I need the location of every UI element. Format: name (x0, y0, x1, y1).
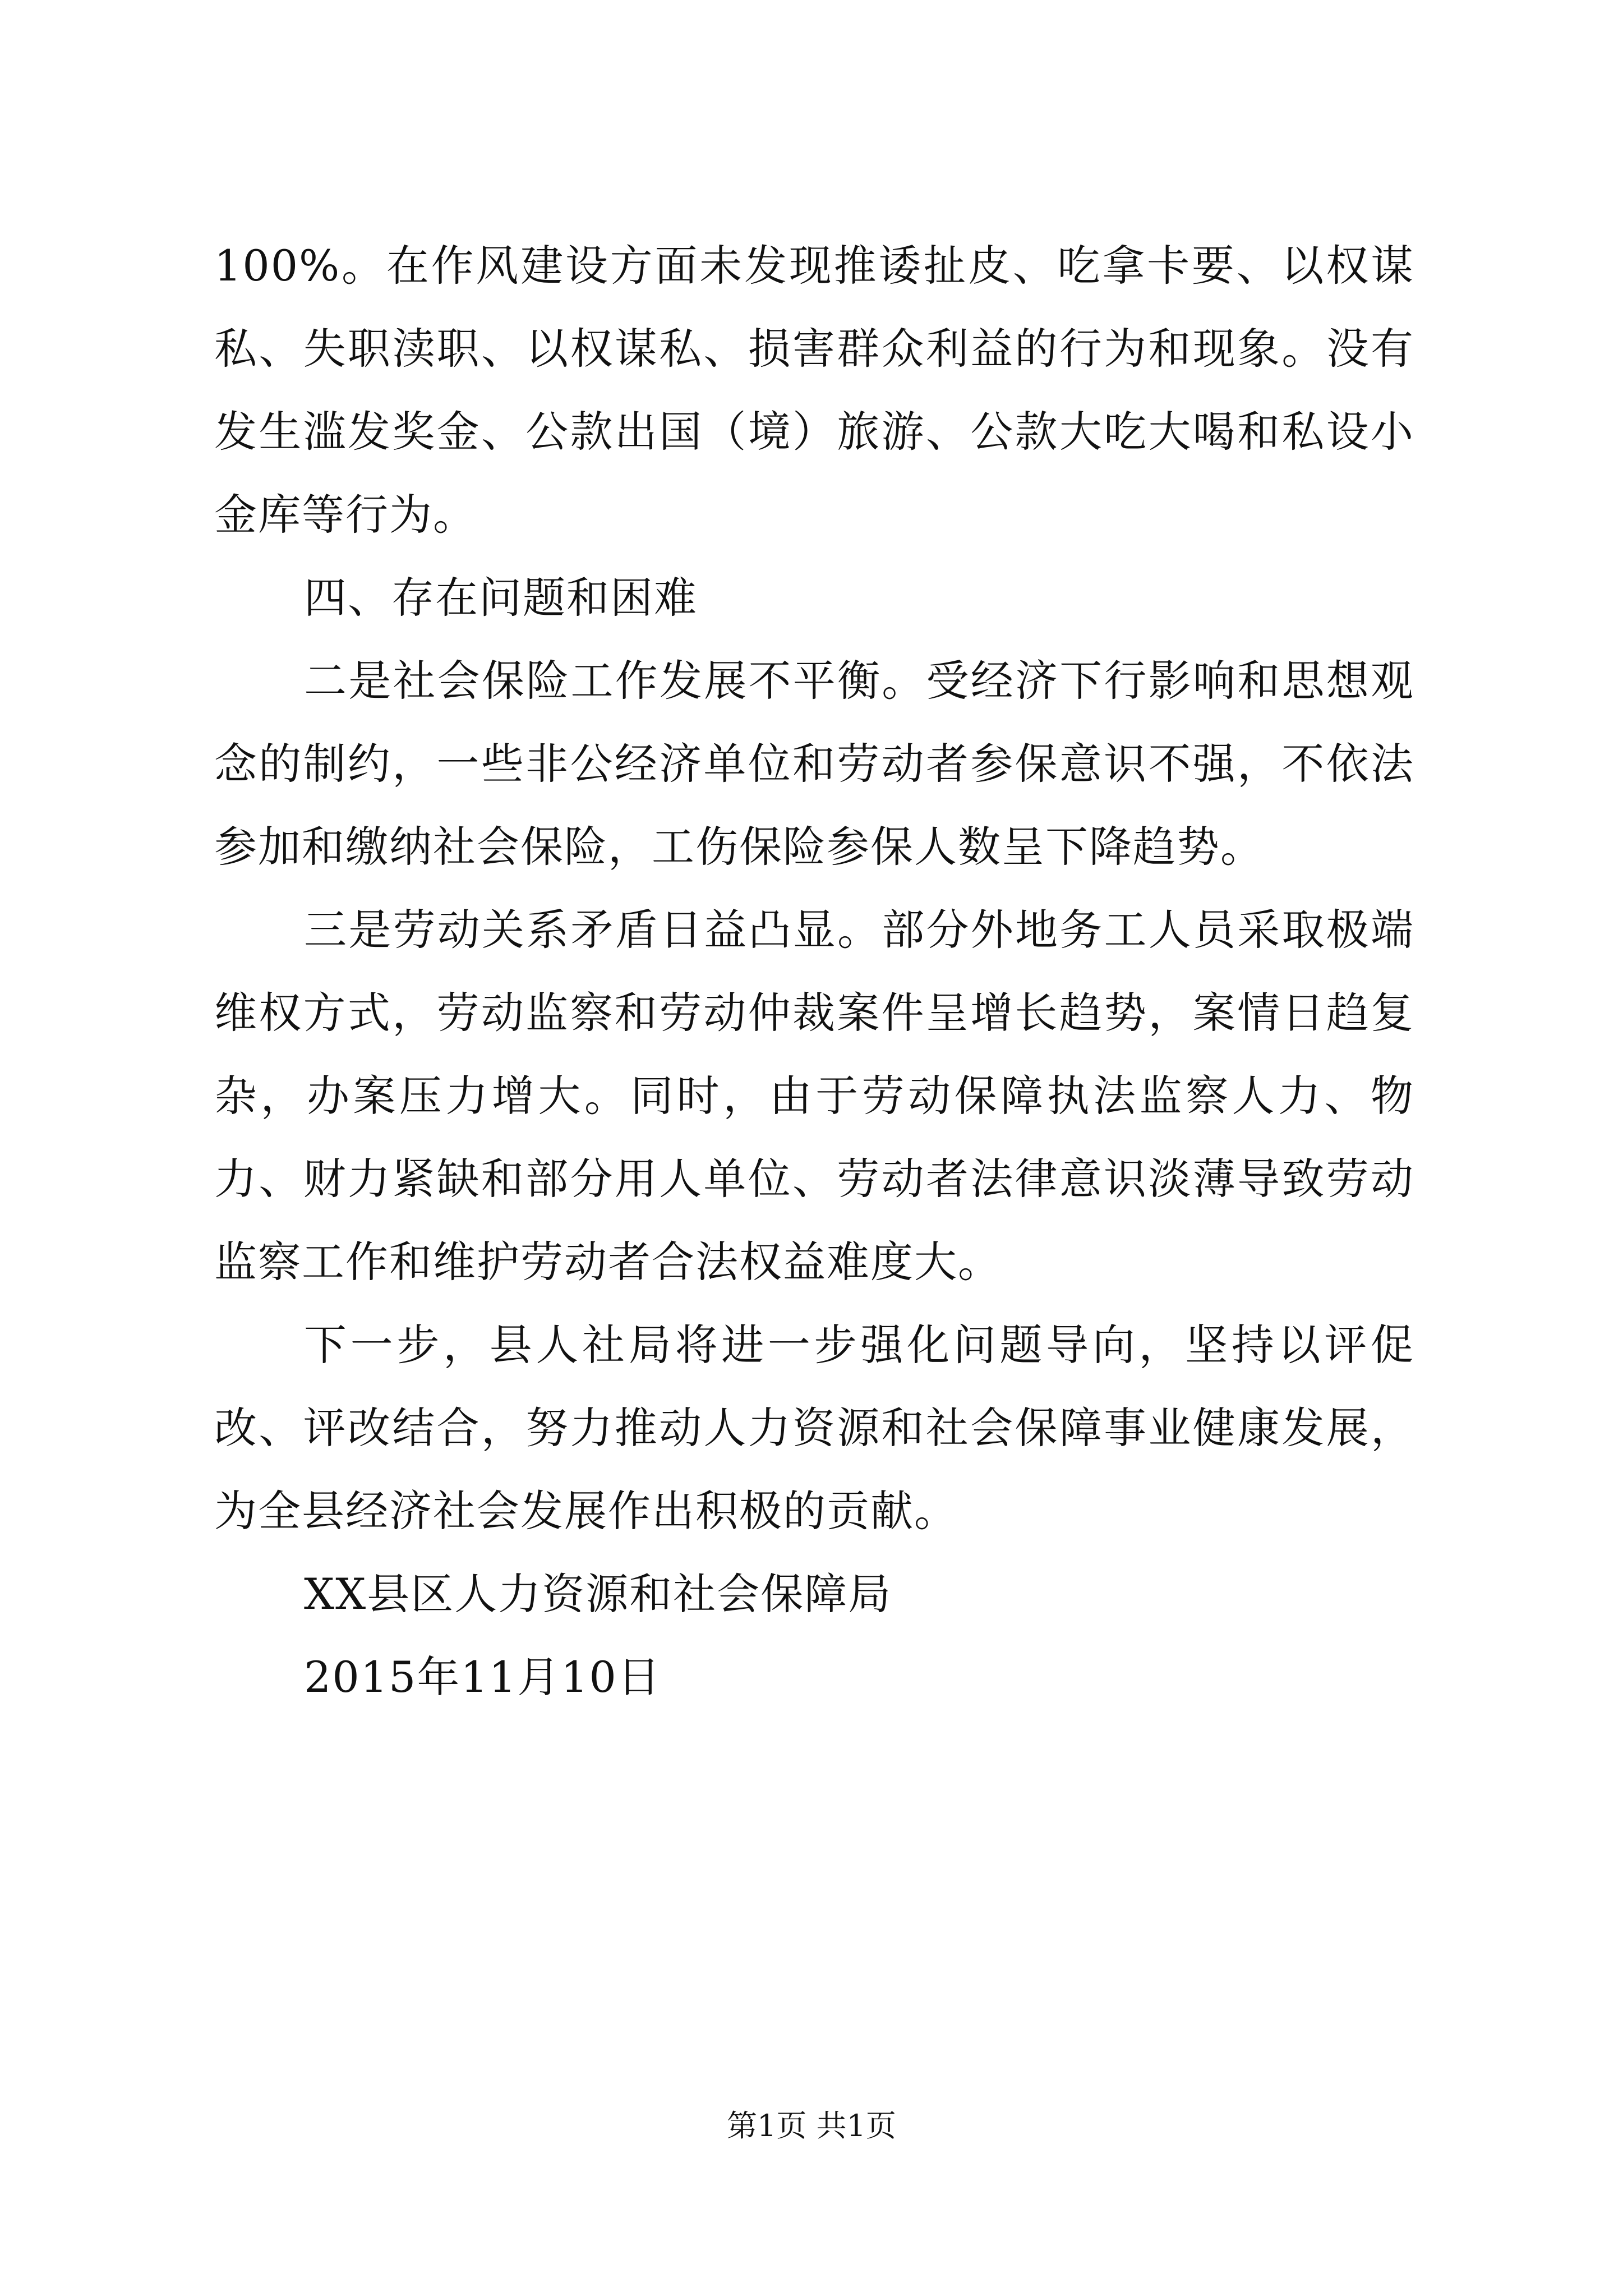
signature-date: 2015年11月10日 (304, 1652, 661, 1702)
page-footer (0, 2106, 1623, 2146)
document-body (214, 224, 1414, 1719)
paragraph-labor-relations: 三是劳动关系矛盾日益凸显。部分外地务工人员采取极端维权方式，劳动监察和劳动仲裁案件呈增长趋势，案情日趋复杂，办案压力增大。同时，由于劳动保障执法监察人力、物力、财力紧缺和部分用人单位、劳动者法律意识淡薄导致劳动监察工作和维护劳动者合法权益难度大。 (214, 905, 1414, 1287)
signature-organization: XX县区人力资源和社会保障局 (304, 1569, 892, 1619)
section-heading-problems: 四、存在问题和困难 (304, 573, 698, 623)
paragraph-conduct-results: 100%。在作风建设方面未发现推诿扯皮、吃拿卡要、以权谋私、失职渎职、以权谋私、损害群众利益的行为和现象。没有发生滥发奖金、公款出国（境）旅游、公款大吃大喝和私设小金库等行为。 (214, 241, 1414, 540)
paragraph-social-insurance: 二是社会保险工作发展不平衡。受经济下行影响和思想观念的制约，一些非公经济单位和劳动者参保意识不强，不依法参加和缴纳社会保险，工伤保险参保人数呈下降趋势。 (214, 656, 1414, 872)
page-number-label: 第1页 共1页 (727, 2108, 896, 2143)
paragraph-next-steps: 下一步，县人社局将进一步强化问题导向，坚持以评促改、评改结合，努力推动人力资源和社会保障事业健康发展，为全县经济社会发展作出积极的贡献。 (214, 1320, 1414, 1536)
